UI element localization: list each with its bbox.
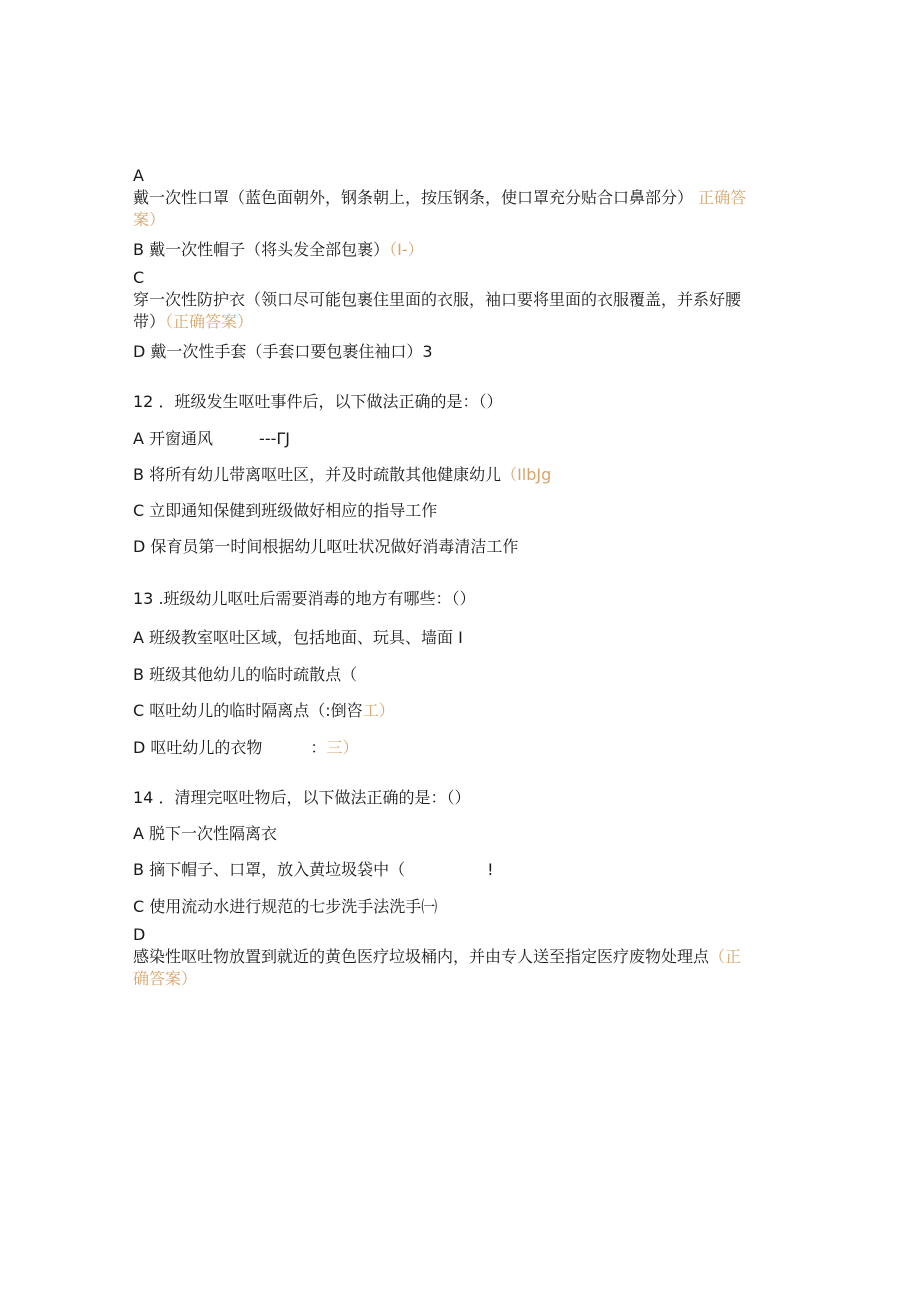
q11-option-b: B 戴一次性帽子（将头发全部包裹）（I-）	[133, 240, 424, 259]
q12-option-d: D 保育员第一时间根据幼儿呕吐状况做好消毒清洁工作	[133, 537, 519, 556]
q11-option-c-text-cont: 带）（正确答案）	[133, 312, 254, 331]
q14-option-d-text: 感染性呕吐物放置到就近的黄色医疗垃圾桶内，并由专人送至指定医疗废物处理点（正	[133, 947, 742, 966]
q13-option-b: B 班级其他幼儿的临时疏散点（	[133, 665, 358, 684]
q11-option-a-text-cont	[133, 209, 165, 231]
answer-mark: （IlbJg	[501, 465, 552, 484]
q11-option-a-text: 戴一次性口罩（蓝色面朝外，钢条朝上，按压钢条，使口罩充分贴合口鼻部分） 正确答	[133, 188, 747, 207]
q12-option-a: A 开窗通风 ---ΓJ	[133, 429, 290, 448]
answer-mark: 三）	[326, 738, 359, 757]
q12-option-b: B 将所有幼儿带离呕吐区，并及时疏散其他健康幼儿（IlbJg	[133, 465, 552, 484]
q11-option-d: D 戴一次性手套（手套口要包裹住袖口）3	[133, 342, 433, 361]
q14-option-d-text-cont	[133, 968, 197, 990]
q14-option-c: C 使用流动水进行规范的七步洗手法洗手㈠	[133, 897, 438, 916]
q13-option-d: D 呕吐幼儿的衣物 ：三）	[133, 738, 359, 757]
q14-option-b: B 摘下帽子、口罩，放入黄垃圾袋中（ !	[133, 860, 494, 879]
q11-option-a-letter: A	[133, 166, 144, 185]
answer-mark: （I-）	[389, 240, 424, 259]
q11-option-c-text: 穿一次性防护衣（领口尽可能包裹住里面的衣服，袖口要将里面的衣服覆盖，并系好腰	[133, 290, 742, 309]
q12-option-c: C 立即通知保健到班级做好相应的指导工作	[133, 501, 438, 520]
answer-mark: （正	[709, 947, 742, 966]
answer-mark: 工）	[362, 701, 395, 720]
answer-mark: 正确答	[698, 188, 747, 207]
q13-question: 13 .班级幼儿呕吐后需要消毒的地方有哪些：（）	[133, 589, 476, 608]
q14-option-a: A 脱下一次性隔离衣	[133, 824, 278, 843]
answer-mark: （正确答案）	[165, 312, 254, 331]
q12-question: 12 ．班级发生呕吐事件后，以下做法正确的是：（）	[133, 392, 503, 411]
q14-question: 14 ．清理完呕吐物后，以下做法正确的是：（）	[133, 788, 471, 807]
answer-mark: 确答案）	[133, 969, 198, 988]
answer-mark: !	[487, 860, 494, 879]
q11-option-c-letter: C	[133, 268, 145, 287]
q13-option-c: C 呕吐幼儿的临时隔离点（:倒咨工）	[133, 701, 395, 720]
answer-mark: ---ΓJ	[259, 429, 290, 448]
q13-option-a: A 班级教室呕吐区域，包括地面、玩具、墙面 I	[133, 628, 463, 647]
q14-option-d-letter: D	[133, 925, 146, 944]
answer-mark: 案）	[133, 210, 166, 229]
